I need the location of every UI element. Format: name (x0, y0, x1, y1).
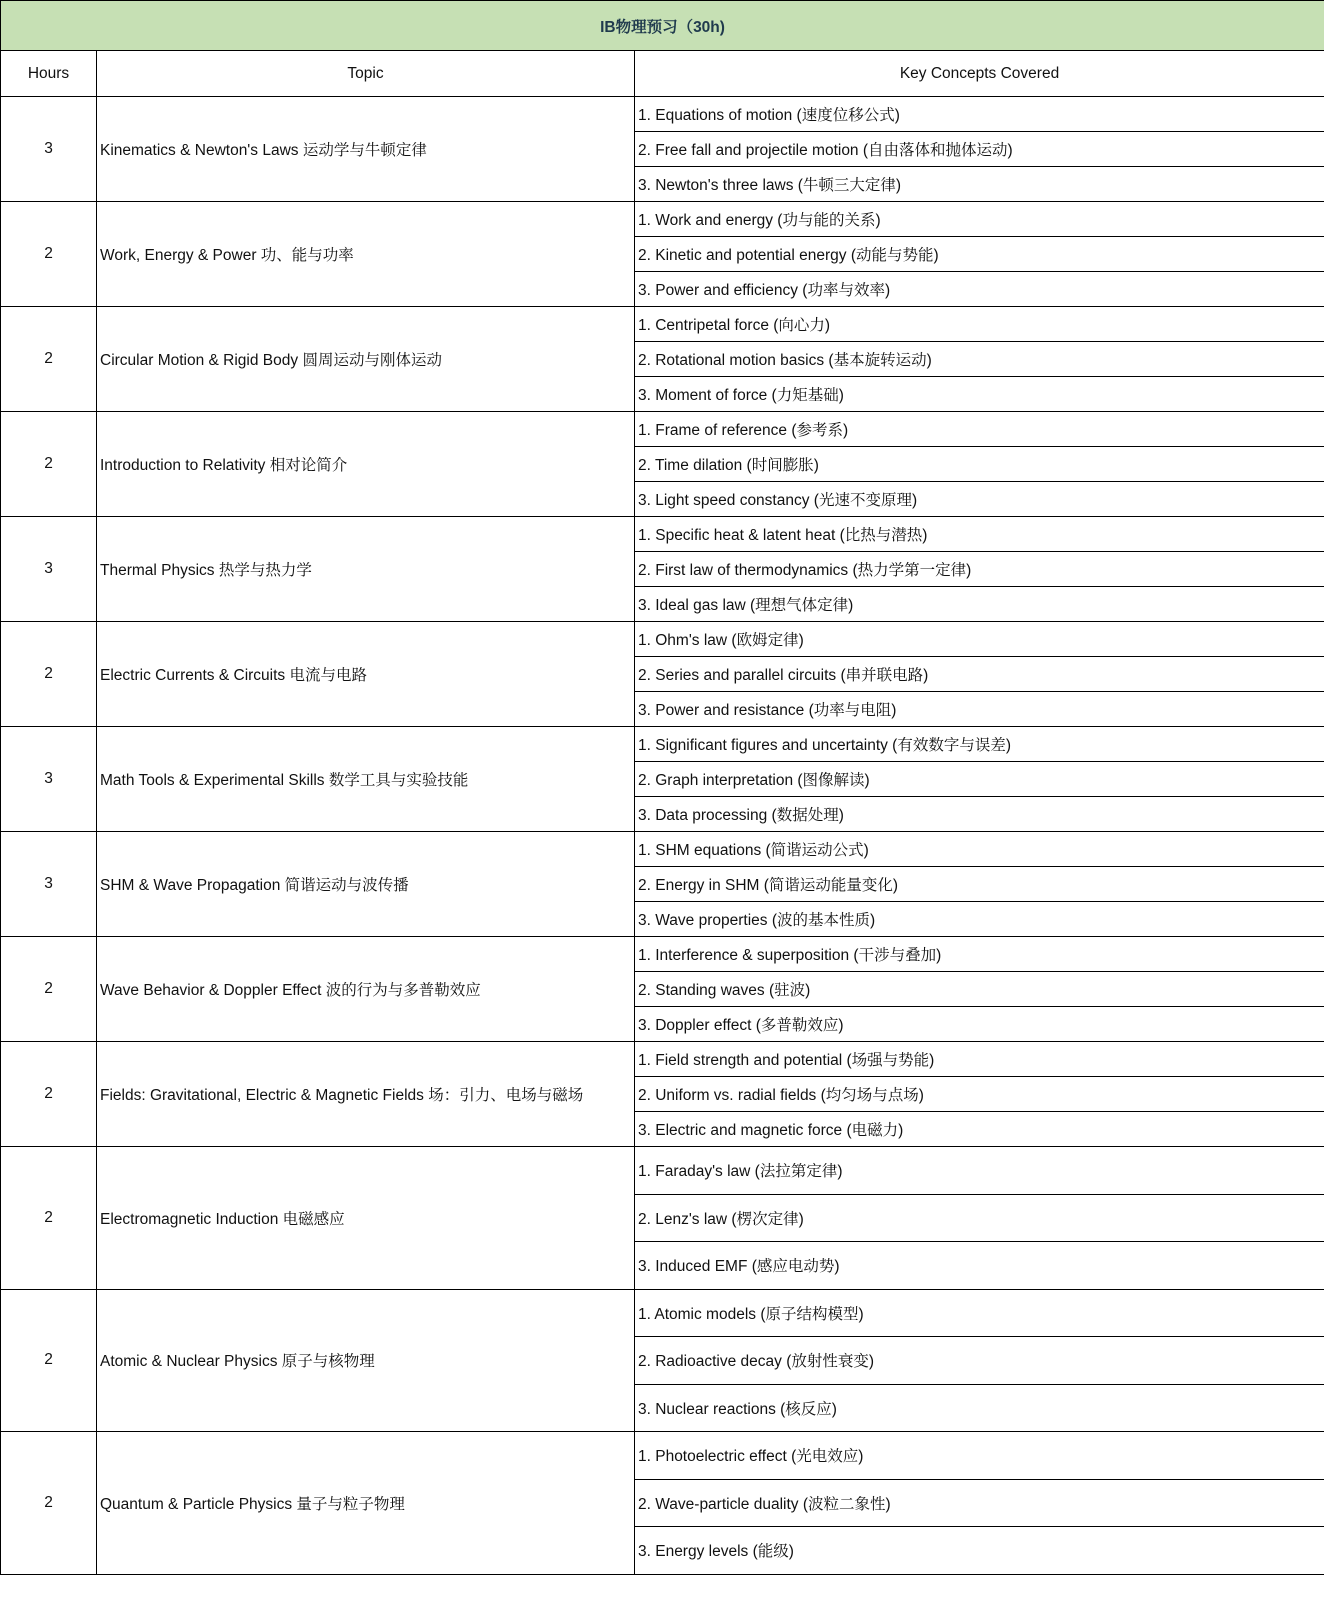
table-row (1, 1042, 1324, 1077)
hours-cell: 2 (1, 1432, 97, 1575)
concept-cell: 3. Moment of force (力矩基础) (635, 377, 1324, 412)
concept-cell: 1. Photoelectric effect (光电效应) (635, 1432, 1324, 1480)
table-row (1, 727, 1324, 762)
hours-cell: 2 (1, 937, 97, 1042)
concepts-header: Key Concepts Covered (635, 51, 1324, 97)
concept-cell: 1. Frame of reference (参考系) (635, 412, 1324, 447)
table-row (1, 832, 1324, 867)
table-row (1, 517, 1324, 552)
hours-cell: 3 (1, 97, 97, 202)
table-row (1, 1432, 1324, 1480)
concept-cell: 3. Power and efficiency (功率与效率) (635, 272, 1324, 307)
topic-cell: Circular Motion & Rigid Body 圆周运动与刚体运动 (97, 307, 635, 412)
concept-cell: 1. Interference & superposition (干涉与叠加) (635, 937, 1324, 972)
concept-cell: 1. Work and energy (功与能的关系) (635, 202, 1324, 237)
topic-cell: Kinematics & Newton's Laws 运动学与牛顿定律 (97, 97, 635, 202)
hours-cell: 2 (1, 622, 97, 727)
hours-header: Hours (1, 51, 97, 97)
topic-cell: Wave Behavior & Doppler Effect 波的行为与多普勒效应 (97, 937, 635, 1042)
concept-cell: 3. Doppler effect (多普勒效应) (635, 1007, 1324, 1042)
concept-cell: 3. Power and resistance (功率与电阻) (635, 692, 1324, 727)
table-body (1, 97, 1324, 1575)
concept-cell: 1. Ohm's law (欧姆定律) (635, 622, 1324, 657)
concept-cell: 3. Data processing (数据处理) (635, 797, 1324, 832)
hours-cell: 2 (1, 202, 97, 307)
topic-cell: Thermal Physics 热学与热力学 (97, 517, 635, 622)
hours-cell: 2 (1, 307, 97, 412)
table-row (1, 1147, 1324, 1195)
topic-cell: SHM & Wave Propagation 简谐运动与波传播 (97, 832, 635, 937)
concept-cell: 2. Graph interpretation (图像解读) (635, 762, 1324, 797)
table-row (1, 307, 1324, 342)
concept-cell: 2. Lenz's law (楞次定律) (635, 1194, 1324, 1242)
topic-cell: Electromagnetic Induction 电磁感应 (97, 1147, 635, 1290)
concept-cell: 2. Standing waves (驻波) (635, 972, 1324, 1007)
header-row (1, 51, 1324, 97)
concept-cell: 1. Faraday's law (法拉第定律) (635, 1147, 1324, 1195)
hours-cell: 3 (1, 832, 97, 937)
concept-cell: 3. Newton's three laws (牛顿三大定律) (635, 167, 1324, 202)
table-row (1, 622, 1324, 657)
topic-cell: Electric Currents & Circuits 电流与电路 (97, 622, 635, 727)
concept-cell: 3. Light speed constancy (光速不变原理) (635, 482, 1324, 517)
topic-cell: Atomic & Nuclear Physics 原子与核物理 (97, 1289, 635, 1432)
table-row (1, 202, 1324, 237)
hours-cell: 2 (1, 1289, 97, 1432)
concept-cell: 1. Atomic models (原子结构模型) (635, 1289, 1324, 1337)
concept-cell: 1. Equations of motion (速度位移公式) (635, 97, 1324, 132)
topic-cell: Introduction to Relativity 相对论简介 (97, 412, 635, 517)
concept-cell: 1. Significant figures and uncertainty (有效数字与误差) (635, 727, 1324, 762)
topic-cell: Quantum & Particle Physics 量子与粒子物理 (97, 1432, 635, 1575)
concept-cell: 2. Uniform vs. radial fields (均匀场与点场) (635, 1077, 1324, 1112)
concept-cell: 3. Ideal gas law (理想气体定律) (635, 587, 1324, 622)
hours-cell: 2 (1, 1042, 97, 1147)
concept-cell: 3. Nuclear reactions (核反应) (635, 1384, 1324, 1432)
topic-cell: Math Tools & Experimental Skills 数学工具与实验技能 (97, 727, 635, 832)
hours-cell: 3 (1, 517, 97, 622)
concept-cell: 2. Rotational motion basics (基本旋转运动) (635, 342, 1324, 377)
concept-cell: 3. Electric and magnetic force (电磁力) (635, 1112, 1324, 1147)
table-title: IB物理预习（30h) (1, 1, 1324, 51)
topic-header: Topic (97, 51, 635, 97)
concept-cell: 3. Wave properties (波的基本性质) (635, 902, 1324, 937)
table-row (1, 1289, 1324, 1337)
concept-cell: 2. Wave-particle duality (波粒二象性) (635, 1479, 1324, 1527)
hours-cell: 2 (1, 412, 97, 517)
concept-cell: 3. Induced EMF (感应电动势) (635, 1242, 1324, 1290)
concept-cell: 1. Field strength and potential (场强与势能) (635, 1042, 1324, 1077)
concept-cell: 2. Energy in SHM (简谐运动能量变化) (635, 867, 1324, 902)
topic-cell: Work, Energy & Power 功、能与功率 (97, 202, 635, 307)
concept-cell: 2. Series and parallel circuits (串并联电路) (635, 657, 1324, 692)
hours-cell: 3 (1, 727, 97, 832)
concept-cell: 2. First law of thermodynamics (热力学第一定律) (635, 552, 1324, 587)
concept-cell: 1. SHM equations (简谐运动公式) (635, 832, 1324, 867)
concept-cell: 1. Centripetal force (向心力) (635, 307, 1324, 342)
table-row (1, 97, 1324, 132)
hours-cell: 2 (1, 1147, 97, 1290)
concept-cell: 2. Free fall and projectile motion (自由落体和抛体运动) (635, 132, 1324, 167)
table-row (1, 937, 1324, 972)
concept-cell: 2. Kinetic and potential energy (动能与势能) (635, 237, 1324, 272)
concept-cell: 2. Radioactive decay (放射性衰变) (635, 1337, 1324, 1385)
concept-cell: 1. Specific heat & latent heat (比热与潜热) (635, 517, 1324, 552)
table-row (1, 412, 1324, 447)
concept-cell: 2. Time dilation (时间膨胀) (635, 447, 1324, 482)
topic-cell: Fields: Gravitational, Electric & Magnetic Fields 场：引力、电场与磁场 (97, 1042, 635, 1147)
concept-cell: 3. Energy levels (能级) (635, 1527, 1324, 1575)
